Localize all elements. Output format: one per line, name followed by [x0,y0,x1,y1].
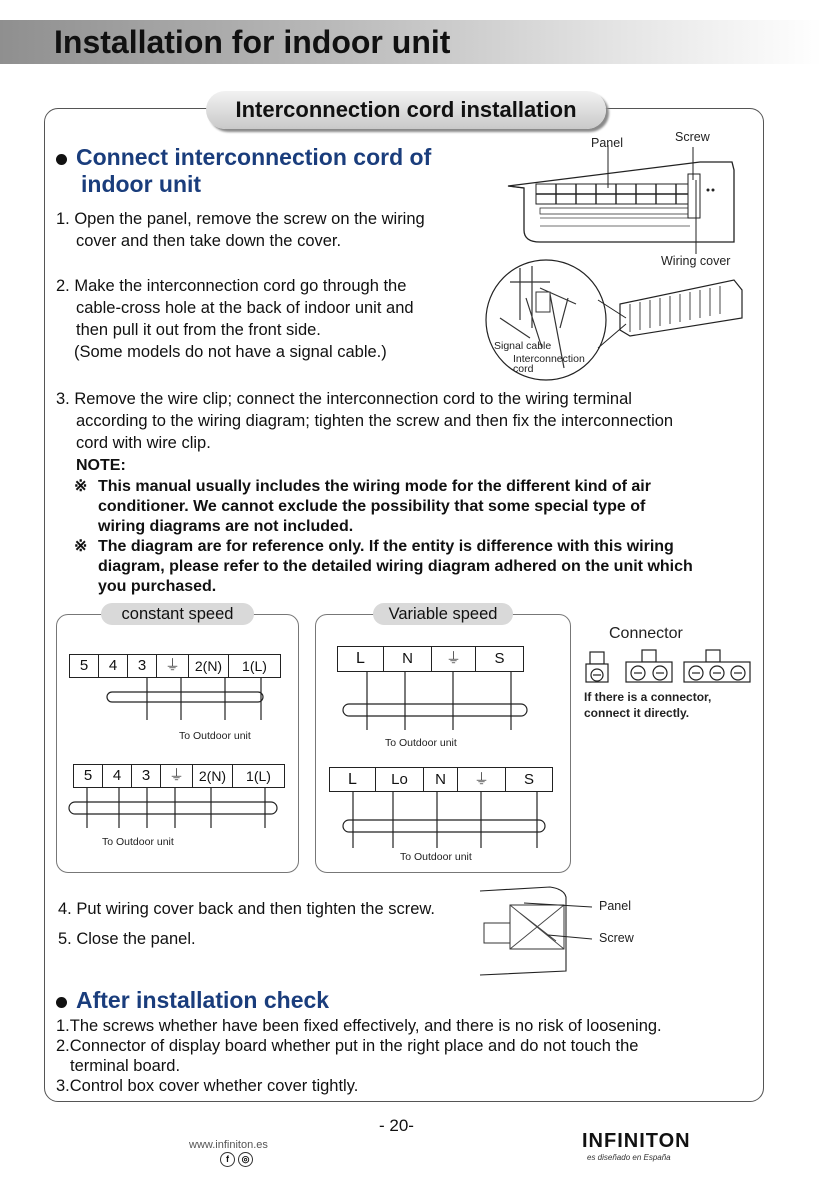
interconnection-cord-label-2: cord [513,363,534,375]
facebook-icon[interactable]: f [220,1152,235,1167]
step-3 [56,388,673,454]
wiring-cover-illustration [474,885,594,977]
note-mark-icon: ※ [74,538,88,555]
note-item-1 [74,477,651,537]
note-item-2 [74,537,693,597]
step-3-line: according to the wiring diagram; tighten the screw and then fix the interconnection [76,412,674,430]
terminal: 5 [74,765,103,787]
section-title: Interconnection cord installation [206,91,606,129]
terminal: S [523,771,534,788]
brand-tagline: es diseñado en España [587,1153,671,1162]
cord-constant-a [69,678,281,722]
interconnection-cord-label: Interconnection [513,353,585,365]
terminal: 1(L) [242,658,267,674]
note-item-2-line: diagram, please refer to the detailed wiring diagram adhered on the unit which [98,558,693,575]
step-2-line: cable-cross hole at the back of indoor unit and [76,299,414,317]
terminal: 1(L) [246,768,271,784]
cord-variable-a [337,672,529,732]
terminal: 4 [103,765,132,787]
terminal-block-variable-a [337,646,524,672]
terminal: 3 [128,655,157,677]
terminal: Lo [376,768,424,791]
final-screw-label: Screw [599,931,634,945]
connect-heading [76,144,431,171]
note-item-2-line: you purchased. [98,578,217,595]
page-title: Installation for indoor unit [54,24,451,60]
final-panel-label: Panel [599,899,631,913]
bullet-icon [56,997,67,1008]
step-2-line: then pull it out from the front side. [76,321,321,339]
screw-label: Screw [675,130,710,144]
terminal-block-constant-b [73,764,285,788]
connect-heading-2 [81,171,201,198]
cord-variable-b [329,792,553,850]
check-heading: After installation check [76,987,330,1013]
step-3-line: 3. Remove the wire clip; connect the interconnection cord to the wiring terminal [56,390,632,408]
terminal: L [330,768,376,791]
note-item-1-line: wiring diagrams are not included. [98,518,354,535]
terminal: 4 [99,655,128,677]
note-item-1-line: conditioner. We cannot exclude the possibility that some special type of [98,498,646,515]
check-line: 3.Control box cover whether cover tightly. [56,1077,359,1095]
terminal-block-constant-a [69,654,281,678]
terminal: S [494,650,505,667]
ground-icon: ⏚ [161,765,193,787]
constant-speed-box [56,614,299,873]
step-2-line: (Some models do not have a signal cable.) [74,343,387,361]
website-link[interactable]: www.infiniton.es [189,1139,268,1151]
step-1-line: 1. Open the panel, remove the screw on the wiring [56,210,425,228]
note-item-2-line: The diagram are for reference only. If the entity is difference with this wiring [98,538,674,555]
wiring-cover-label: Wiring cover [661,254,731,268]
terminal: 5 [70,655,99,677]
connector-title: Connector [609,625,683,642]
terminal: N [384,647,432,671]
to-outdoor-label: To Outdoor unit [385,737,457,749]
connector-note-2: connect it directly. [584,706,690,720]
check-line: terminal board. [70,1057,181,1075]
ground-icon: ⏚ [458,768,506,791]
step-4: 4. Put wiring cover back and then tighten the screw. [58,900,435,918]
terminal: 2(N) [189,655,229,677]
step-3-line: cord with wire clip. [76,434,211,452]
connector-icons [584,646,752,686]
signal-cable-label: Signal cable [494,340,552,352]
terminal: 2(N) [193,765,233,787]
check-line: 1.The screws whether have been fixed effectively, and there is no risk of loosening. [56,1017,662,1035]
terminal: L [338,647,384,671]
ground-icon: ⏚ [157,655,189,677]
panel-label: Panel [591,136,623,150]
variable-speed-title: Variable speed [373,603,513,625]
terminal: 3 [132,765,161,787]
terminal: N [424,768,458,791]
check-line: 2.Connector of display board whether put in the right place and do not touch the [56,1037,639,1055]
to-outdoor-label: To Outdoor unit [179,730,251,742]
step-5: 5. Close the panel. [58,930,196,948]
to-outdoor-label: To Outdoor unit [400,851,472,863]
terminal-block-variable-b [329,767,553,792]
step-1-line: cover and then take down the cover. [76,232,342,250]
bullet-icon [56,154,67,165]
step-2-line: 2. Make the interconnection cord go through the [56,277,407,295]
indoor-unit-illustration [500,150,740,255]
page-number: - 20- [379,1116,414,1135]
brand-logo: INFINITON [582,1130,691,1152]
constant-speed-title: constant speed [101,603,254,625]
connector-note: If there is a connector, [584,690,712,704]
note-item-1-line: This manual usually includes the wiring mode for the different kind of air [98,478,651,495]
connect-heading-line1: Connect interconnection cord of [76,144,432,170]
connect-heading-line2: indoor unit [81,171,202,197]
note-mark-icon: ※ [74,478,88,495]
step-2 [56,275,414,363]
instagram-icon[interactable]: ◎ [238,1152,253,1167]
to-outdoor-label: To Outdoor unit [102,836,174,848]
step-1 [56,208,425,252]
cord-constant-b [69,788,281,832]
note-title: NOTE: [76,457,126,474]
ground-icon: ⏚ [432,647,476,671]
